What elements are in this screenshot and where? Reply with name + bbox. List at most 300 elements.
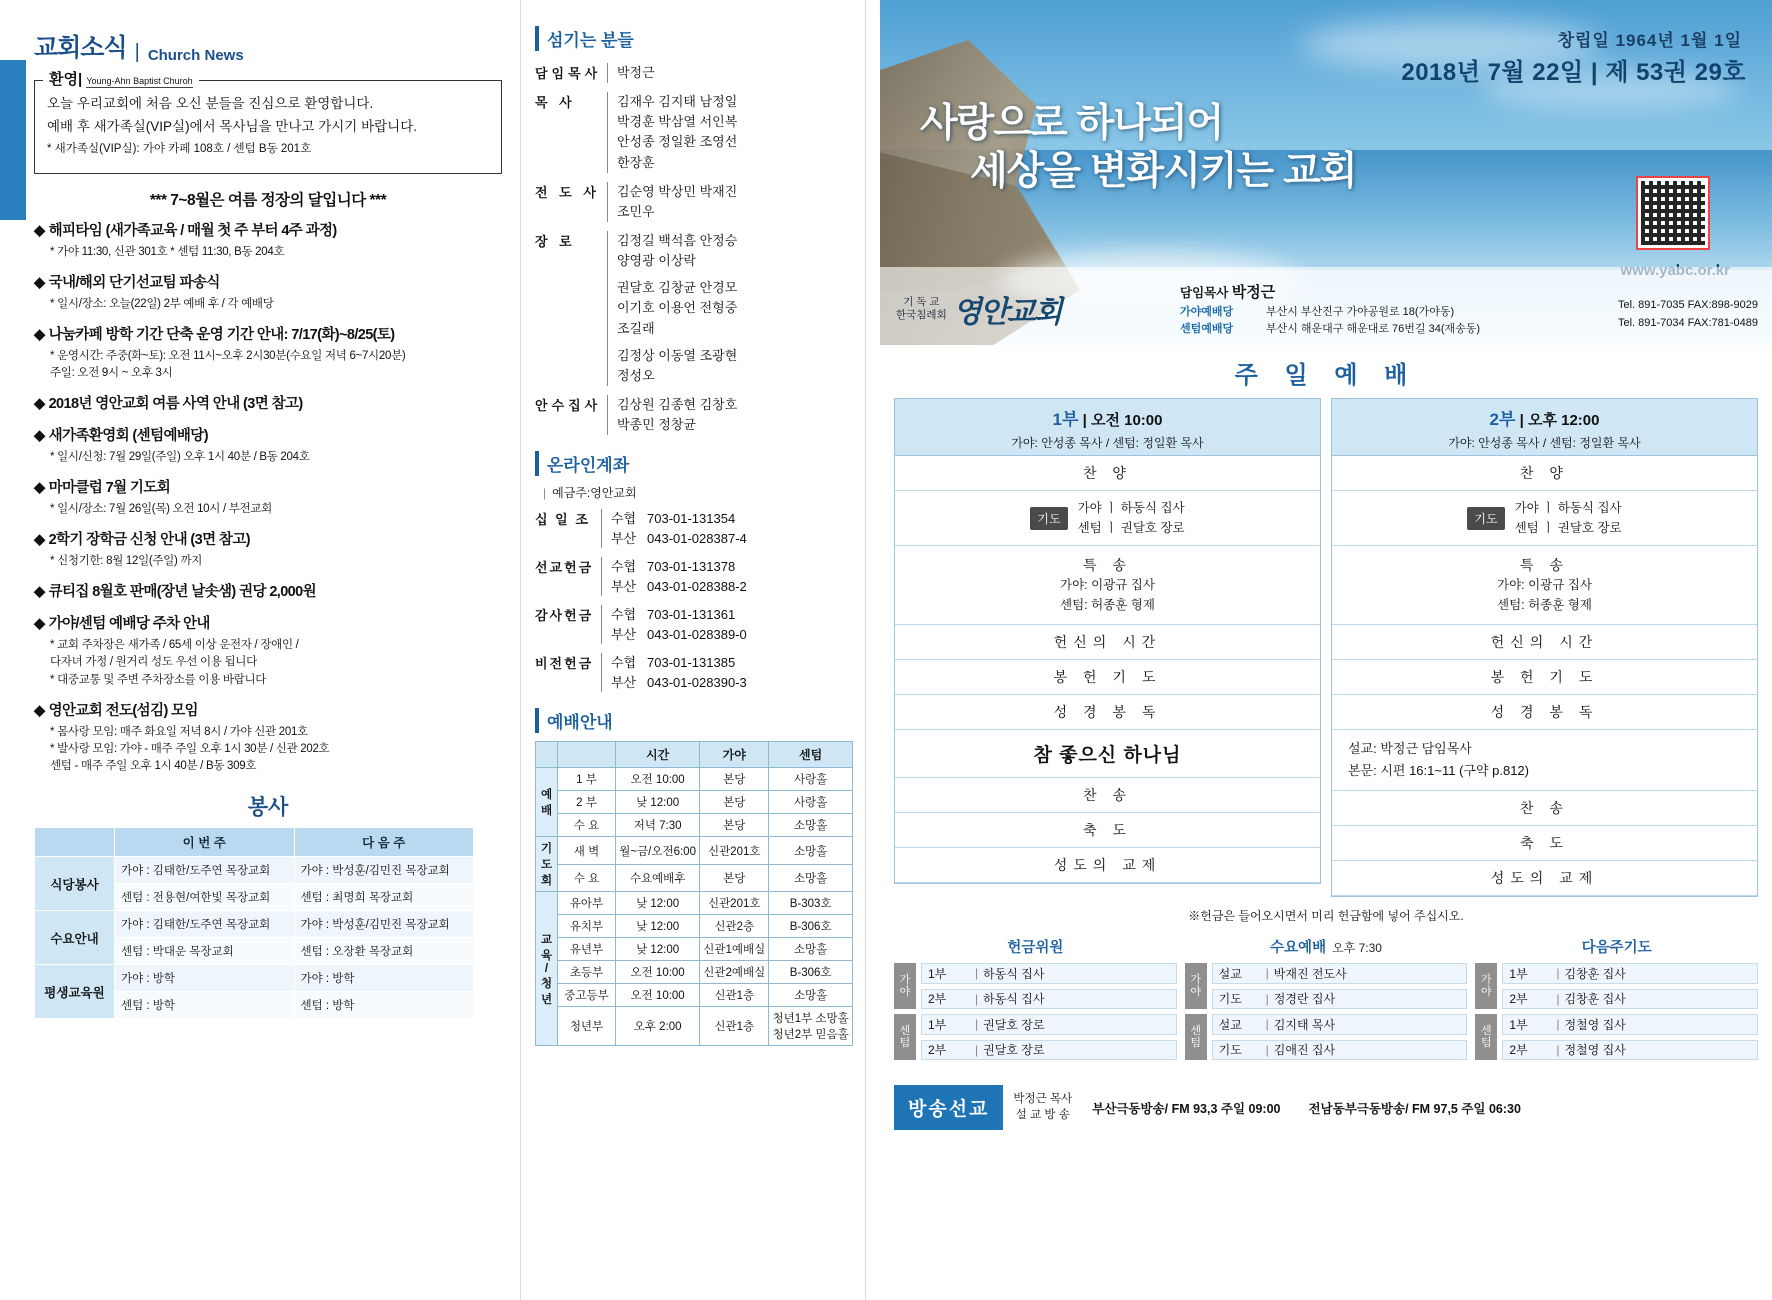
service-order-list — [1331, 456, 1758, 897]
service-prayer-row — [1332, 491, 1757, 546]
denomination-line-1: 기 독 교 — [903, 295, 940, 308]
service-leaders: 가야: 안성종 목사 / 센텀: 정일환 목사 — [1448, 436, 1641, 450]
worship-col-header — [536, 742, 558, 768]
welcome-box — [34, 71, 502, 174]
volunteer-this-week: 가야 : 김태한/도주연 목장교회 — [115, 911, 295, 938]
duty-line-list — [1212, 963, 1468, 1009]
worship-centum-room: 소망홀 — [769, 814, 853, 837]
news-item — [34, 531, 502, 570]
worship-centum-room: 소망홀 — [769, 938, 853, 961]
service-prayer-row — [895, 491, 1320, 546]
worship-time: 낮 12:00 — [616, 892, 700, 915]
campus-address: 부산시 해운대구 해운대로 76번길 34(재송동) — [1266, 322, 1481, 335]
service-title: 1부 | 오전 10:00 — [1052, 410, 1163, 429]
news-item-detail: * 일시/장소: 7월 26일(목) 오전 10시 / 부전교회 — [50, 503, 272, 516]
worship-centum-room: 소망홀 — [769, 837, 853, 865]
campus-row — [1180, 321, 1480, 338]
account-number: 043-01-028389-0 — [647, 626, 747, 642]
duty-title: 헌금위원 — [1007, 940, 1064, 957]
news-item — [34, 479, 502, 518]
special-song-people: 가야: 이광규 집사 센텀: 허종훈 형제 — [1060, 578, 1155, 612]
worship-centum-room: 사랑홀 — [769, 768, 853, 791]
duty-title: 수요예배 오후 7:30 — [1270, 940, 1382, 957]
worship-gaya-room: 신관1층 — [700, 984, 769, 1007]
qr-code-pattern — [1641, 181, 1705, 245]
broadcast-mission — [880, 1075, 1772, 1130]
prayer-tag: 기도 — [1030, 507, 1067, 530]
account-number: 043-01-028390-3 — [647, 674, 747, 690]
worship-guide-header — [536, 742, 853, 768]
hero-banner — [880, 0, 1772, 345]
main-column — [880, 0, 1772, 1300]
worship-time: 낮 12:00 — [616, 915, 700, 938]
worship-service-name: 청년부 — [558, 1007, 616, 1046]
service-order-row: 찬 송 — [895, 778, 1320, 813]
duty-campus-label: 센 텀 — [1185, 1014, 1207, 1060]
duty-campus-label: 가 야 — [1185, 963, 1207, 1009]
table-row — [35, 911, 474, 938]
duty-campus-side — [894, 963, 916, 1009]
duty-group — [1185, 1014, 1468, 1060]
hero-info-band — [880, 267, 1772, 345]
table-row — [536, 791, 853, 814]
service-order-row: 봉 헌 기 도 — [895, 660, 1320, 695]
duty-line: 기도 | 정경란 집사 — [1212, 989, 1468, 1010]
volunteer-this-week: 센텀 : 전용현/여한빛 목장교회 — [115, 884, 295, 911]
worship-time: 수요예배후 — [616, 864, 700, 892]
duty-line: 1부 | 정철영 집사 — [1502, 1014, 1758, 1035]
prayer-tag: 기도 — [1467, 507, 1504, 530]
worship-time: 오전 10:00 — [616, 768, 700, 791]
volunteer-this-week: 가야 : 방학 — [115, 965, 295, 992]
duty-campus-side — [1475, 1014, 1497, 1060]
duty-line-value: 김창훈 집사 — [1564, 966, 1626, 981]
worship-service-name: 새 벽 — [558, 837, 616, 865]
worship-time: 낮 12:00 — [616, 791, 700, 814]
welcome-tag-sep: | — [77, 71, 83, 88]
table-row — [35, 965, 474, 992]
servant-row — [535, 92, 851, 173]
duty-campus-side — [1185, 963, 1207, 1009]
service-time: 오후 12:00 — [1527, 412, 1600, 429]
diamond-icon: ◆ — [34, 428, 45, 445]
duty-line-key: 1부 — [1509, 1017, 1528, 1032]
service-order-row: 축 도 — [1332, 826, 1757, 861]
servant-role: 장 로 — [535, 233, 576, 249]
service-order-row: 성도의 교제 — [895, 848, 1320, 883]
service-column — [894, 398, 1321, 897]
volunteer-next-week: 센텀 : 방학 — [294, 992, 474, 1019]
table-row — [536, 864, 853, 892]
duty-line-value: 박재진 전도사 — [1273, 966, 1347, 981]
service-leaders: 가야: 안성종 목사 / 센텀: 정일환 목사 — [1011, 436, 1204, 450]
worship-col-header — [558, 742, 616, 768]
worship-service-name: 2 부 — [558, 791, 616, 814]
worship-col-header: 센텀 — [769, 742, 853, 768]
worship-service-name: 1 부 — [558, 768, 616, 791]
duty-line: 기도 | 김애진 집사 — [1212, 1040, 1468, 1061]
volunteer-col-header: 다 음 주 — [294, 828, 474, 857]
servant-role: 목 사 — [535, 95, 576, 111]
volunteer-next-week: 센텀 : 최명희 목장교회 — [294, 884, 474, 911]
service-order-row: 찬 양 — [1332, 456, 1757, 491]
worship-centum-room: B-306호 — [769, 961, 853, 984]
welcome-line-1: 오늘 우리교회에 처음 오신 분들을 진심으로 환영합니다. — [47, 96, 374, 111]
sermon-info: 설교: 박정근 담임목사 본문: 시편 16:1~11 (구약 p.812) — [1332, 730, 1757, 791]
duty-line-list — [1502, 1014, 1758, 1060]
service-header — [894, 398, 1321, 456]
duty-line: 2부 | 하동식 집사 — [921, 989, 1177, 1010]
welcome-tag-en: Young-Ahn Baptist Churoh — [86, 76, 193, 86]
news-item — [34, 615, 502, 689]
church-logo: 영안교회 — [952, 296, 1061, 329]
duty-campus-label: 가 야 — [894, 963, 916, 1009]
servant-row — [535, 182, 851, 222]
church-news-heading — [34, 28, 502, 64]
service-order-row: 성도의 교제 — [1332, 861, 1757, 896]
table-row — [536, 938, 853, 961]
worship-service-name: 유아부 — [558, 892, 616, 915]
campus-address: 부산시 부산진구 가야공원로 18(가야동) — [1266, 306, 1455, 318]
volunteer-this-week: 센텀 : 박대운 목장교회 — [115, 938, 295, 965]
sunday-worship-title: 주 일 예 배 — [1234, 362, 1418, 389]
account-row — [535, 605, 851, 644]
welcome-tag — [43, 68, 199, 89]
worship-guide-body — [536, 768, 853, 1046]
servant-row — [535, 63, 851, 83]
welcome-tag-ko: 환영 — [49, 71, 78, 88]
duty-line-key: 1부 — [1509, 966, 1528, 981]
news-item-detail: * 가야 11:30, 신관 301호 * 센텀 11:30, B동 204호 — [50, 245, 285, 258]
account-numbers — [601, 605, 747, 644]
account-holder-name: 영안교회 — [590, 486, 637, 501]
account-holder-row: | 예금주:영안교회 — [543, 486, 637, 501]
news-item-detail: * 운영시간: 주중(화~토): 오전 11시~오후 2시30분(수요일 저녁 6~7시20분) 주일: 오전 9시 ~ 오후 3시 — [50, 349, 406, 380]
denomination — [896, 296, 947, 322]
duty-line-key: 설교 — [1218, 966, 1242, 981]
worship-gaya-room: 신관1예배실 — [700, 938, 769, 961]
diamond-icon: ◆ — [34, 532, 45, 549]
duty-line: 1부 | 하동식 집사 — [921, 963, 1177, 984]
bank-name: 부산 — [611, 626, 637, 642]
news-item-title: ◆ 나눔카페 방학 기간 단축 운영 기간 안내: 7/17(화)~8/25(토) — [34, 326, 395, 343]
campus-phone: Tel. 891-7035 FAX:898-9029 — [1617, 298, 1758, 311]
duty-line-value: 정철영 집사 — [1564, 1043, 1626, 1058]
duty-campus-side — [1475, 963, 1497, 1009]
bank-name: 수협 — [611, 655, 637, 671]
account-numbers — [601, 557, 747, 596]
duty-line-key: 2부 — [928, 1043, 947, 1058]
campus-phone: Tel. 891-7034 FAX:781-0489 — [1617, 317, 1758, 330]
account-numbers — [601, 509, 747, 548]
duty-line: 설교 | 박재진 전도사 — [1212, 963, 1468, 984]
duty-line-value: 정철영 집사 — [1564, 1017, 1626, 1032]
news-item-detail: * 몸사랑 모임: 매주 화요일 저녁 8시 / 가야 신관 201호 * 발사랑 모임: 가야 - 매주 주일 오후 1시 30분 / 신관 202호 센텀 - 매주 주일 오후 1시 40분 / B동 309호 — [50, 725, 330, 773]
worship-time: 오후 2:00 — [616, 1007, 700, 1046]
worship-col-header: 시간 — [616, 742, 700, 768]
pastor-name: 박정근 — [1231, 283, 1276, 301]
servants-list — [535, 63, 851, 435]
service-number: 1부 — [1052, 410, 1079, 429]
broadcast-item-list — [1092, 1099, 1521, 1117]
bank-name: 수협 — [611, 511, 637, 527]
qr-code[interactable] — [1636, 176, 1710, 250]
duty-line-key: 1부 — [928, 966, 947, 981]
service-special-song-row — [1332, 546, 1757, 625]
account-row — [535, 653, 851, 692]
servant-role: 전 도 사 — [535, 184, 600, 200]
duty-line: 설교 | 김지태 목사 — [1212, 1014, 1468, 1035]
volunteer-row-label: 평생교육원 — [35, 965, 115, 1019]
diamond-icon: ◆ — [34, 326, 45, 343]
volunteer-table-header — [35, 828, 474, 857]
founding-date: 창립일 1964년 1월 1일 — [1557, 31, 1742, 50]
news-item-title: ◆ 영안교회 전도(섬김) 모임 — [34, 702, 198, 719]
account-number: 703-01-131361 — [647, 607, 736, 623]
worship-centum-room: 소망홀 — [769, 984, 853, 1007]
news-item-title: ◆ 큐티집 8월호 판매(장년 날솟샘) 권당 2,000원 — [34, 584, 317, 601]
news-title-separator: | — [134, 41, 140, 63]
duty-group — [1185, 963, 1468, 1009]
broadcast-subtitle: 박정근 목사 설 교 방 송 — [1013, 1093, 1073, 1121]
duty-title: 다음주기도 — [1581, 940, 1652, 957]
account-numbers — [601, 653, 747, 692]
duty-line-value: 권달호 장로 — [983, 1017, 1045, 1032]
volunteer-next-week: 가야 : 방학 — [294, 965, 474, 992]
service-header — [1331, 398, 1758, 456]
duty-time: 오후 7:30 — [1332, 941, 1382, 956]
news-title-ko: 교회소식 — [34, 34, 127, 62]
news-item — [34, 326, 502, 382]
table-row — [536, 768, 853, 791]
worship-centum-room: B-303호 — [769, 892, 853, 915]
worship-guide-heading: 예배안내 — [535, 708, 851, 733]
worship-guide-table — [535, 741, 853, 1046]
sunday-worship-table — [880, 398, 1772, 897]
service-order-row: 성 경 봉 독 — [1332, 695, 1757, 730]
table-row — [536, 961, 853, 984]
news-title-en: Church News — [147, 47, 244, 64]
news-item-title: ◆ 2학기 장학금 신청 안내 (3면 참고) — [34, 532, 250, 549]
servant-names: 김상원 김종현 김창호 박종민 정창균 — [607, 395, 737, 435]
duty-line-value: 정경란 집사 — [1273, 992, 1336, 1007]
worship-time: 오전 10:00 — [616, 961, 700, 984]
worship-service-name: 수 요 — [558, 864, 616, 892]
news-item — [34, 395, 502, 414]
service-title: 2부 | 오후 12:00 — [1489, 410, 1600, 429]
news-item-detail: * 일시/장소: 오늘(22일) 2부 예배 후 / 각 예배당 — [50, 297, 274, 310]
duty-line-key: 2부 — [1509, 992, 1528, 1007]
duty-campus-label: 센 텀 — [1475, 1014, 1497, 1060]
campus-address-list — [1180, 304, 1480, 337]
volunteer-next-week: 센텀 : 오장환 목장교회 — [294, 938, 474, 965]
diamond-icon: ◆ — [34, 480, 45, 497]
duty-line-value: 하동식 집사 — [983, 966, 1045, 981]
campus-row — [1180, 304, 1480, 321]
prayer-people: 가야 ㅣ 하동식 집사 센텀 ㅣ 권달호 장로 — [1514, 501, 1622, 535]
duty-block — [1185, 936, 1468, 1065]
diamond-icon: ◆ — [34, 702, 45, 719]
duty-line-value: 김애진 집사 — [1273, 1043, 1336, 1058]
worship-group-label: 예 배 — [536, 768, 558, 837]
account-row — [535, 509, 851, 548]
worship-col-header: 가야 — [700, 742, 769, 768]
duty-line: 2부 | 정철영 집사 — [1502, 1040, 1758, 1061]
worship-gaya-room: 신관201호 — [700, 892, 769, 915]
news-item-title: ◆ 새가족환영회 (센텀예배당) — [34, 428, 208, 445]
service-time: 오전 10:00 — [1090, 412, 1163, 429]
issue-date: 2018년 7월 22일 | 제 53권 29호 — [1401, 59, 1746, 86]
volunteer-col-header — [35, 828, 115, 857]
pastor-row — [1180, 282, 1480, 305]
account-row — [535, 557, 851, 596]
duty-line-value: 권달호 장로 — [983, 1043, 1045, 1058]
duty-line-list — [1212, 1014, 1468, 1060]
worship-service-name: 초등부 — [558, 961, 616, 984]
duty-campus-side — [894, 1014, 916, 1060]
duty-line-key: 설교 — [1218, 1017, 1242, 1032]
slogan-line-2: 세상을 변화시키는 교회 — [970, 150, 1357, 193]
volunteer-this-week: 가야 : 김태한/도주연 목장교회 — [115, 857, 295, 884]
welcome-note: * 새가족실(VIP실): 가야 카페 108호 / 센텀 B동 201호 — [47, 143, 312, 156]
diamond-icon: ◆ — [34, 616, 45, 633]
account-number: 043-01-028388-2 — [647, 578, 747, 594]
service-order-row: 헌신의 시간 — [895, 625, 1320, 660]
diamond-icon: ◆ — [34, 396, 45, 413]
worship-gaya-room: 본당 — [700, 768, 769, 791]
service-order-list — [894, 456, 1321, 884]
special-song-label: 특 송 — [1083, 557, 1132, 573]
duty-line-list — [1502, 963, 1758, 1009]
worship-service-name: 수 요 — [558, 814, 616, 837]
news-item-title: ◆ 마마클럽 7월 기도회 — [34, 480, 171, 497]
news-item — [34, 222, 502, 261]
news-item-title: ◆ 2018년 영안교회 여름 사역 안내 (3면 참고) — [34, 396, 303, 413]
news-item-detail: * 교회 주차장은 새가족 / 65세 이상 운전자 / 장애인 / 다자녀 가정 / 원거리 성도 우선 이용 됩니다 * 대중교통 및 주변 주차장소를 이용 바랍니다 — [50, 639, 299, 686]
service-order-row: 봉 헌 기 도 — [1332, 660, 1757, 695]
duty-group — [894, 1014, 1177, 1060]
duty-line: 2부 | 권달호 장로 — [921, 1040, 1177, 1061]
table-row — [35, 857, 474, 884]
service-order-row: 찬 송 — [1332, 791, 1757, 826]
broadcast-item: 부산극동방송/ FM 93,3 주일 09:00 — [1092, 1101, 1281, 1116]
worship-service-name: 유년부 — [558, 938, 616, 961]
church-contact — [1180, 282, 1480, 338]
account-number: 043-01-028387-4 — [647, 530, 747, 546]
volunteer-col-header: 이 번 주 — [115, 828, 295, 857]
account-type: 감사헌금 — [535, 608, 594, 624]
worship-gaya-room: 신관2층 — [700, 915, 769, 938]
campus-name: 센텀예배당 — [1180, 322, 1234, 335]
duty-tables — [880, 936, 1772, 1065]
offering-note: ※헌금은 들어오시면서 미리 헌금함에 넣어 주십시오. — [1188, 909, 1464, 924]
bank-name: 수협 — [611, 559, 637, 575]
broadcast-badge: 방송선교 — [894, 1085, 1003, 1130]
servant-row — [535, 231, 851, 386]
servants-heading: 섬기는 분들 — [535, 26, 851, 51]
service-order-row: 찬 양 — [895, 456, 1320, 491]
news-item-title: ◆ 가야/센텀 예배당 주차 안내 — [34, 616, 210, 633]
worship-group-label: 기 도 회 — [536, 837, 558, 892]
church-news-column — [0, 0, 520, 1300]
pastor-label: 담임목사 — [1180, 285, 1229, 300]
worship-centum-room: 사랑홀 — [769, 791, 853, 814]
volunteer-row-label: 수요안내 — [35, 911, 115, 965]
special-song-label: 특 송 — [1520, 557, 1569, 573]
duty-group — [894, 963, 1177, 1009]
worship-time: 저녁 7:30 — [616, 814, 700, 837]
worship-gaya-room: 본당 — [700, 814, 769, 837]
duty-line-list — [921, 963, 1177, 1009]
news-item-title: ◆ 해피타임 (새가족교육 / 매월 첫 주 부터 4주 과정) — [34, 222, 337, 239]
volunteer-next-week: 가야 : 박성훈/김민진 목장교회 — [294, 857, 474, 884]
duty-line-list — [921, 1014, 1177, 1060]
worship-service-name: 유치부 — [558, 915, 616, 938]
servant-row — [535, 395, 851, 435]
worship-gaya-room: 본당 — [700, 791, 769, 814]
table-row — [536, 892, 853, 915]
table-row — [536, 837, 853, 865]
duty-campus-label: 센 텀 — [894, 1014, 916, 1060]
worship-centum-room: 청년1부 소망홀 청년2부 믿음홀 — [769, 1007, 853, 1046]
account-number: 703-01-131354 — [647, 511, 736, 527]
account-type: 선교헌금 — [535, 560, 594, 576]
online-account-heading: 온라인계좌 — [535, 451, 851, 476]
servant-names: 김재우 김지태 남정일 박경훈 박삼열 서인복 안성종 정일환 조영선 한장훈 — [607, 92, 737, 173]
worship-gaya-room: 신관201호 — [700, 837, 769, 865]
duty-line: 1부 | 김창훈 집사 — [1502, 963, 1758, 984]
duty-group — [1475, 1014, 1758, 1060]
account-number: 703-01-131378 — [647, 559, 736, 575]
duty-line-key: 2부 — [1509, 1043, 1528, 1058]
news-item — [34, 274, 502, 313]
volunteer-title: 봉사 — [247, 796, 289, 820]
servants-column — [520, 0, 865, 1300]
service-order-row: 축 도 — [895, 813, 1320, 848]
news-item-title: ◆ 국내/해외 단기선교팀 파송식 — [34, 274, 220, 291]
news-item — [34, 702, 502, 776]
duty-line: 2부 | 김창훈 집사 — [1502, 989, 1758, 1010]
servant-role: 담임목사 — [535, 66, 602, 81]
duty-line-key: 1부 — [928, 1017, 947, 1032]
prayer-people: 가야 ㅣ 하동식 집사 센텀 ㅣ 권달호 장로 — [1077, 501, 1185, 535]
worship-service-name: 중고등부 — [558, 984, 616, 1007]
duty-line-key: 기도 — [1218, 1043, 1242, 1058]
news-item — [34, 427, 502, 466]
welcome-line-2: 예배 후 새가족실(VIP실)에서 목사님을 만나고 가시기 바랍니다. — [47, 118, 417, 134]
duty-group — [1475, 963, 1758, 1009]
duty-campus-label: 가 야 — [1475, 963, 1497, 1009]
duty-block — [894, 936, 1177, 1065]
servant-names: 김정길 백석흠 안정승 양영광 이상락 권달호 김창균 안경모 이기호 이용언 전형중 조길래 김정상 이동열 조광현 정성오 — [607, 231, 737, 386]
duty-line: 1부 | 권달호 장로 — [921, 1014, 1177, 1035]
service-order-row: 헌신의 시간 — [1332, 625, 1757, 660]
account-type: 비전헌금 — [535, 656, 594, 672]
column-divider — [865, 0, 866, 1300]
volunteer-row-label: 식당봉사 — [35, 857, 115, 911]
campus-phone-list — [1618, 296, 1758, 333]
duty-line-key: 기도 — [1218, 992, 1242, 1007]
church-identity — [896, 287, 1061, 331]
bank-name: 수협 — [611, 607, 637, 623]
worship-time: 월~금/오전6:00 — [616, 837, 700, 865]
worship-gaya-room: 신관2예배실 — [700, 961, 769, 984]
duty-line-key: 2부 — [928, 992, 947, 1007]
slogan-line-1: 사랑으로 하나되어 — [920, 102, 1224, 145]
worship-time: 낮 12:00 — [616, 938, 700, 961]
bank-name: 부산 — [611, 578, 637, 594]
account-number: 703-01-131385 — [647, 655, 736, 671]
